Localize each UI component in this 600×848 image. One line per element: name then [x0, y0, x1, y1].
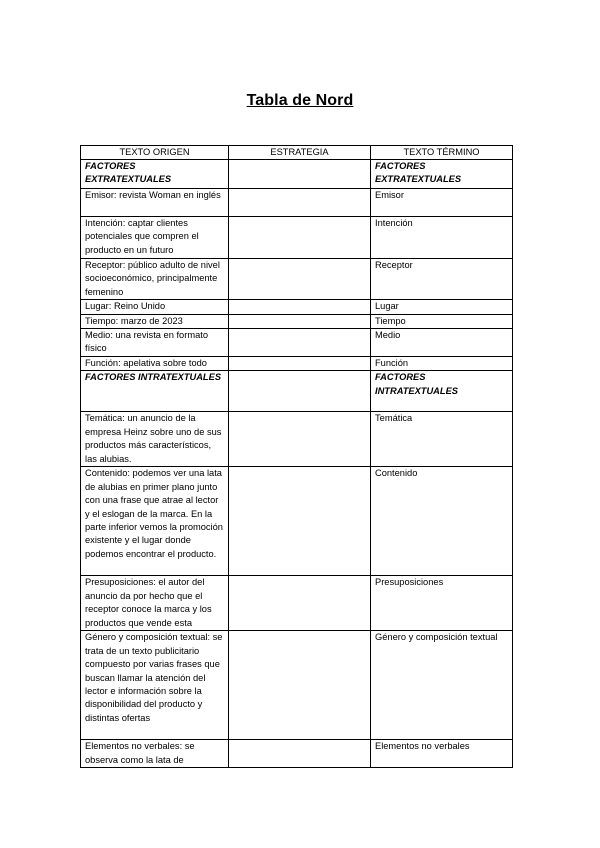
table-cell-termino: Receptor: [371, 259, 513, 300]
table-cell-termino: FACTORES INTRATEXTUALES: [371, 371, 513, 412]
table-row: [81, 357, 513, 371]
table-row: [81, 300, 513, 314]
table-cell-estrategia: [229, 412, 371, 467]
table-cell-termino: Tiempo: [371, 314, 513, 328]
table-cell-termino: Medio: [371, 329, 513, 357]
table-cell-termino: Temática: [371, 412, 513, 467]
table-cell-termino: Contenido: [371, 467, 513, 576]
table-cell-estrategia: [229, 217, 371, 259]
table-cell-termino: Función: [371, 357, 513, 371]
table-cell-termino: Elementos no verbales: [371, 740, 513, 768]
table-row: [81, 189, 513, 217]
column-header-texto-termino: TEXTO TÉRMINO: [371, 146, 513, 160]
table-cell-origen: Medio: una revista en formato físico: [81, 329, 229, 357]
table-cell-origen: Temática: un anuncio de la empresa Heinz sobre uno de sus productos más característicos, las alubias.: [81, 412, 229, 467]
page-title: Tabla de Nord: [246, 92, 354, 109]
table-cell-origen: Contenido: podemos ver una lata de alubias en primer plano junto con una frase que atrae al lector y el eslogan de la marca. En la parte inferior vemos la promoción existente y el lugar donde podemos encontrar el producto.: [81, 467, 229, 576]
section-row-extratextuales: [81, 160, 513, 189]
table-cell-origen: FACTORES INTRATEXTUALES: [81, 371, 229, 412]
table-cell-origen: Emisor: revista Woman en inglés: [81, 189, 229, 217]
table-cell-estrategia: [229, 631, 371, 740]
table-cell-estrategia: [229, 371, 371, 412]
column-header-estrategia: ESTRATEGIA: [229, 146, 371, 160]
table-cell-termino: FACTORES EXTRATEXTUALES: [371, 160, 513, 189]
nord-table: [80, 145, 513, 768]
table-cell-origen: Tiempo: marzo de 2023: [81, 314, 229, 328]
table-row: [81, 259, 513, 300]
table-cell-estrategia: [229, 576, 371, 631]
table-cell-estrategia: [229, 357, 371, 371]
table-row: [81, 631, 513, 740]
table-cell-origen: Lugar: Reino Unido: [81, 300, 229, 314]
column-header-texto-origen: TEXTO ORIGEN: [81, 146, 229, 160]
table-cell-estrategia: [229, 329, 371, 357]
section-row-intratextuales: [81, 371, 513, 412]
table-header-row: [81, 146, 513, 160]
table-row: [81, 314, 513, 328]
table-cell-origen: Elementos no verbales: se observa como la lata de: [81, 740, 229, 768]
table-cell-estrategia: [229, 189, 371, 217]
table-cell-estrategia: [229, 259, 371, 300]
table-row: [81, 412, 513, 467]
table-cell-estrategia: [229, 160, 371, 189]
table-row: [81, 576, 513, 631]
table-cell-origen: FACTORES EXTRATEXTUALES: [81, 160, 229, 189]
table-cell-estrategia: [229, 314, 371, 328]
table-row: [81, 467, 513, 576]
table-cell-termino: Intención: [371, 217, 513, 259]
table-cell-origen: Función: apelativa sobre todo: [81, 357, 229, 371]
table-row: [81, 740, 513, 768]
table-cell-origen: Presuposiciones: el autor del anuncio da por hecho que el receptor conoce la marca y los productos que vende esta: [81, 576, 229, 631]
table-cell-origen: Intención: captar clientes potenciales que compren el producto en un futuro: [81, 217, 229, 259]
table-row: [81, 217, 513, 259]
table-row: [81, 329, 513, 357]
table-cell-termino: Emisor: [371, 189, 513, 217]
table-cell-estrategia: [229, 467, 371, 576]
table-cell-termino: Lugar: [371, 300, 513, 314]
table-cell-origen: Género y composición textual: se trata de un texto publicitario compuesto por varias frases que buscan llamar la atención del lector e información sobre la disponibilidad del producto y distintas ofertas: [81, 631, 229, 740]
table-cell-termino: Género y composición textual: [371, 631, 513, 740]
table-cell-estrategia: [229, 740, 371, 768]
table-cell-termino: Presuposiciones: [371, 576, 513, 631]
table-cell-estrategia: [229, 300, 371, 314]
table-cell-origen: Receptor: público adulto de nivel socioeconómico, principalmente femenino: [81, 259, 229, 300]
